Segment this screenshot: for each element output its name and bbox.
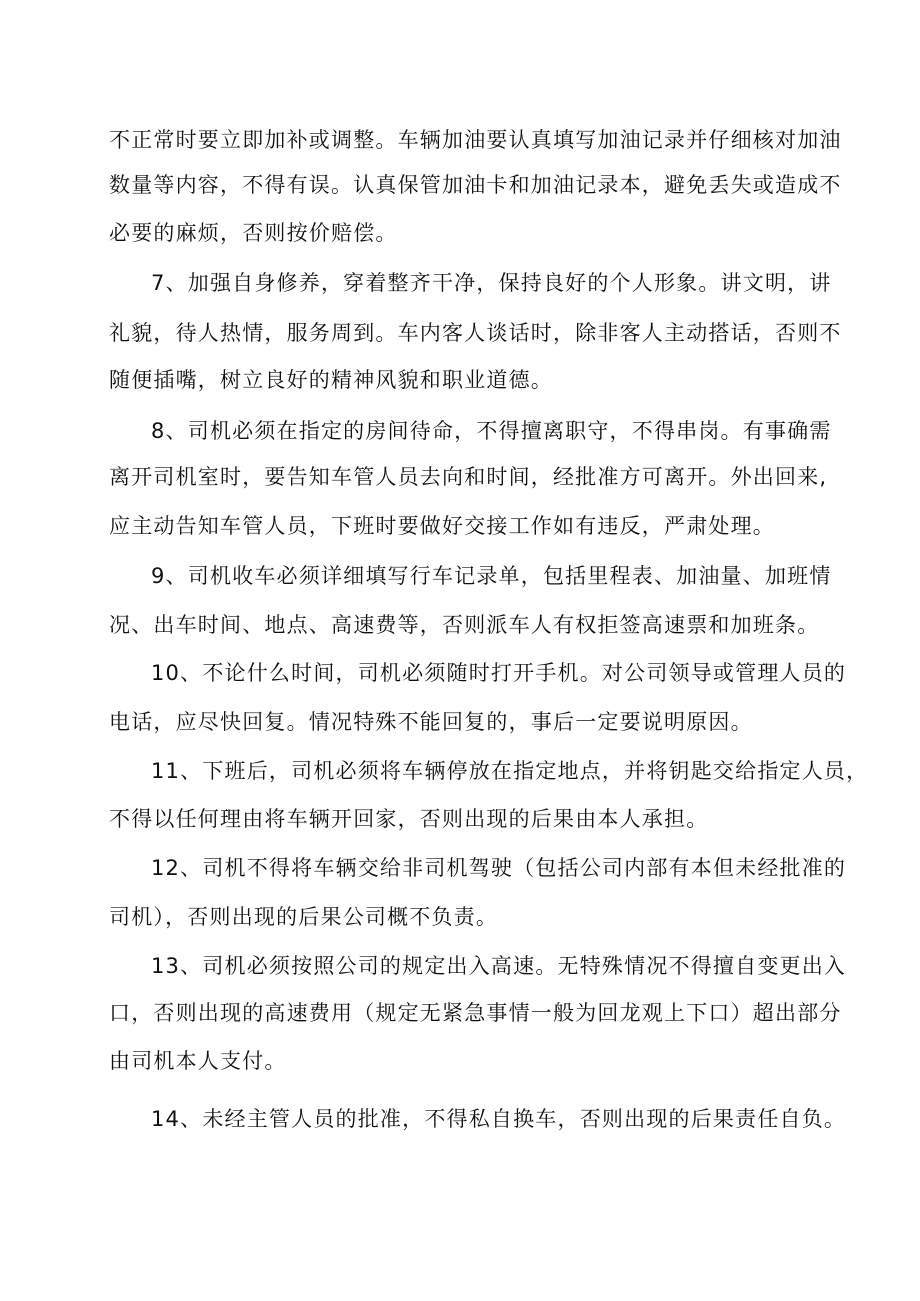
text-line: 离开司机室时，要告知车管人员去向和时间，经批准方可离开。外出回来, — [109, 465, 828, 489]
text-line: 必要的麻烦，否则按价赔偿。 — [109, 221, 398, 245]
paragraph-14-first-line: 14、未经主管人员的批准，不得私自换车，否则出现的后果责任自负。 — [151, 1107, 847, 1131]
paragraph-13-first-line: 13、司机必须按照公司的规定出入高速。无特殊情况不得擅自变更出入 — [151, 954, 847, 978]
paragraph-11-first-line: 11、下班后，司机必须将车辆停放在指定地点，并将钥匙交给指定人员， — [151, 759, 869, 783]
text-line: 口，否则出现的高速费用（规定无紧急事情一般为回龙观上下口）超出部分 — [109, 1001, 842, 1025]
text-line: 随便插嘴，树立良好的精神风貌和职业道德。 — [109, 368, 553, 392]
text-line: 应主动告知车管人员，下班时要做好交接工作如有违反，严肃处理。 — [109, 514, 775, 538]
paragraph-8-first-line: 8、司机必须在指定的房间待命，不得擅离职守，不得串岗。有事确需 — [151, 419, 832, 443]
text-line: 不正常时要立即加补或调整。车辆加油要认真填写加油记录并仔细核对加油 — [109, 128, 842, 152]
text-line: 礼貌，待人热情，服务周到。车内客人谈话时，除非客人主动搭话，否则不 — [109, 321, 842, 345]
paragraph-7-first-line: 7、加强自身修养，穿着整齐干净，保持良好的个人形象。讲文明，讲 — [151, 271, 832, 295]
text-line: 由司机本人支付。 — [109, 1049, 287, 1073]
text-line: 电话，应尽快回复。情况特殊不能回复的，事后一定要说明原因。 — [109, 710, 753, 734]
text-line: 不得以任何理由将车辆开回家，否则出现的后果由本人承担。 — [109, 807, 709, 831]
paragraph-9-first-line: 9、司机收车必须详细填写行车记录单，包括里程表、加油量、加班情 — [151, 564, 832, 588]
text-line: 况、出车时间、地点、高速费等，否则派车人有权拒签高速票和加班条。 — [109, 613, 820, 637]
paragraph-12-first-line: 12、司机不得将车辆交给非司机驾驶（包括公司内部有本但未经批准的 — [151, 856, 847, 880]
text-line: 司机），否则出现的后果公司概不负责。 — [109, 905, 499, 929]
paragraph-10-first-line: 10、不论什么时间，司机必须随时打开手机。对公司领导或管理人员的 — [151, 661, 847, 685]
text-line: 数量等内容，不得有误。认真保管加油卡和加油记录本，避免丢失或造成不 — [109, 173, 842, 197]
